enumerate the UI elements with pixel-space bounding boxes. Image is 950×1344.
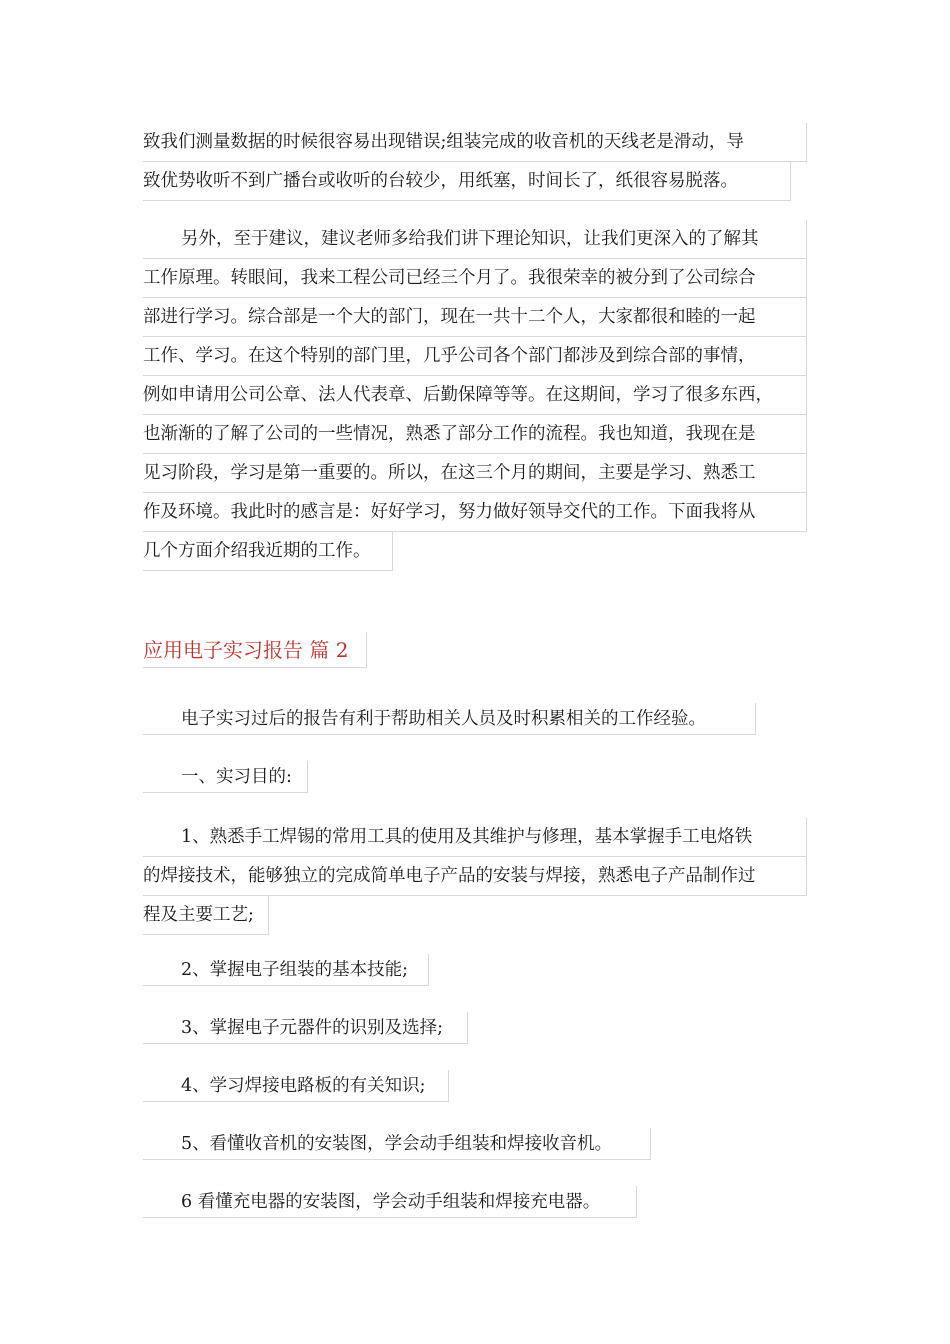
paragraph-intro xyxy=(143,703,807,735)
list-item-4 xyxy=(143,1070,807,1102)
text-line: 也渐渐的了解了公司的一些情况，熟悉了部分工作的流程。我也知道，我现在是 xyxy=(143,415,807,454)
text-line: 见习阶段，学习是第一重要的。所以，在这三个月的期间，主要是学习、熟悉工 xyxy=(143,454,807,493)
paragraph-suggestion xyxy=(143,220,807,571)
section-heading: 应用电子实习报告 篇 2 xyxy=(143,632,367,668)
text-line: 2、掌握电子组装的基本技能; xyxy=(143,954,429,986)
text-line: 部进行学习。综合部是一个大的部门，现在一共十二个人，大家都很和睦的一起 xyxy=(143,298,807,337)
text-line: 1、熟悉手工焊锡的常用工具的使用及其维护与修理，基本掌握手工电烙铁 xyxy=(143,818,807,857)
text-line: 工作原理。转眼间，我来工程公司已经三个月了。我很荣幸的被分到了公司综合 xyxy=(143,259,807,298)
list-item-1 xyxy=(143,818,807,935)
text-line: 3、掌握电子元器件的识别及选择; xyxy=(143,1012,468,1044)
text-line: 工作、学习。在这个特别的部门里，几乎公司各个部门都涉及到综合部的事情， xyxy=(143,337,807,376)
text-line: 6 看懂充电器的安装图，学会动手组装和焊接充电器。 xyxy=(143,1186,637,1218)
text-line: 几个方面介绍我近期的工作。 xyxy=(143,532,393,571)
list-item-2 xyxy=(143,954,807,986)
text-line: 5、看懂收音机的安装图，学会动手组装和焊接收音机。 xyxy=(143,1128,651,1160)
text-line: 致优势收听不到广播台或收听的台较少，用纸塞，时间长了，纸很容易脱落。 xyxy=(143,162,791,201)
text-line: 电子实习过后的报告有利于帮助相关人员及时积累相关的工作经验。 xyxy=(143,703,756,735)
list-item-5 xyxy=(143,1128,807,1160)
text-line: 的焊接技术，能够独立的完成简单电子产品的安装与焊接，熟悉电子产品制作过 xyxy=(143,857,807,896)
list-item-6 xyxy=(143,1186,807,1218)
text-line: 致我们测量数据的时候很容易出现错误;组装完成的收音机的天线老是滑动，导 xyxy=(143,123,807,162)
text-line: 另外，至于建议，建议老师多给我们讲下理论知识，让我们更深入的了解其 xyxy=(143,220,807,259)
text-line: 程及主要工艺; xyxy=(143,896,269,935)
text-line: 一、实习目的: xyxy=(143,761,308,793)
text-line: 例如申请用公司公章、法人代表章、后勤保障等等。在这期间，学习了很多东西， xyxy=(143,376,807,415)
paragraph-purpose-title xyxy=(143,761,807,793)
text-line: 作及环境。我此时的感言是：好好学习，努力做好领导交代的工作。下面我将从 xyxy=(143,493,807,532)
text-line: 4、学习焊接电路板的有关知识; xyxy=(143,1070,449,1102)
paragraph-continuation xyxy=(143,123,807,201)
list-item-3 xyxy=(143,1012,807,1044)
